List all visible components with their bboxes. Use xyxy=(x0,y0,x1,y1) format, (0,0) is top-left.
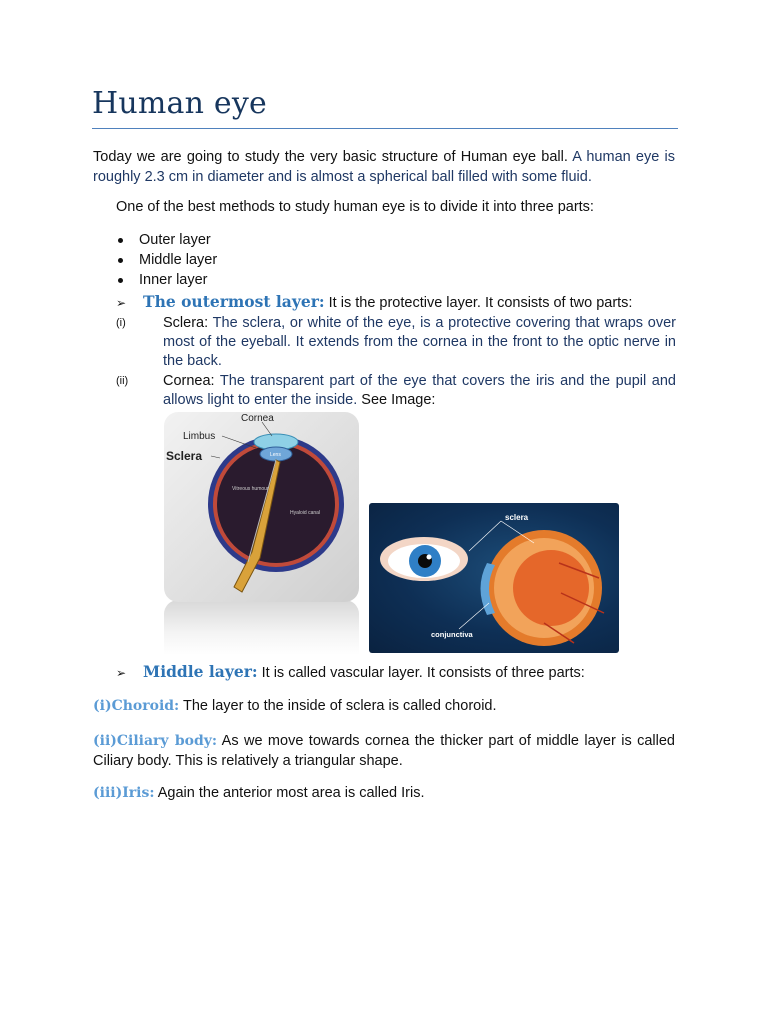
figure-label-vitreous: Vitreous humour xyxy=(232,486,269,492)
see-image-text: See Image: xyxy=(361,392,436,408)
cornea-desc: The transparent part of the eye that covers the iris and the pupil and allows light to enter the inside. xyxy=(163,373,676,408)
iris-desc: Again the anterior most area is called Iris. xyxy=(157,785,425,801)
outermost-layer-row xyxy=(116,292,632,313)
cornea-description xyxy=(163,372,676,410)
eye-anatomy-illustration xyxy=(369,503,619,653)
arrow-bullet-icon: ➢ xyxy=(116,666,127,680)
ciliary-body-paragraph xyxy=(93,731,675,771)
roman-numeral: (ii) xyxy=(116,375,129,387)
sclera-desc: The sclera, or white of the eye, is a protective covering that wraps over most of the eyeball. It extends from the cornea in the front to the optic nerve in the back. xyxy=(163,315,676,369)
parts-list xyxy=(116,230,217,290)
figure-reflection xyxy=(164,600,359,655)
middle-layer-row xyxy=(116,662,585,683)
intro-paragraph xyxy=(93,147,675,187)
figure-label-cornea: Cornea xyxy=(241,413,274,424)
middle-heading: Middle layer: xyxy=(143,662,258,681)
arrow-bullet-icon: ➢ xyxy=(116,296,127,310)
roman-numeral: (i) xyxy=(116,317,126,329)
eye-anatomy-image xyxy=(369,503,619,653)
ciliary-body-term: (ii)Ciliary body: xyxy=(93,733,218,749)
cornea-item xyxy=(116,372,676,410)
figure-label-conjunctiva: conjunctiva xyxy=(431,630,473,639)
iris-term: (iii)Iris: xyxy=(93,785,155,801)
sclera-term: Sclera: xyxy=(163,315,209,331)
list-item: Middle layer xyxy=(116,250,217,270)
outermost-text: It is the protective layer. It consists of two parts: xyxy=(328,295,633,311)
eye-cross-section-image xyxy=(164,412,359,602)
figure-label-sclera: sclera xyxy=(505,513,529,522)
title-divider xyxy=(92,128,678,129)
list-item: Outer layer xyxy=(116,230,217,250)
outermost-heading: The outermost layer: xyxy=(143,292,325,311)
sclera-description xyxy=(163,314,676,371)
figure-label-hyaloid: Hyaloid canal xyxy=(290,510,321,516)
figure-label-limbus: Limbus xyxy=(183,431,216,442)
methods-text: One of the best methods to study human eye is to divide it into three parts: xyxy=(116,199,594,215)
choroid-term: (i)Choroid: xyxy=(93,698,180,714)
choroid-paragraph xyxy=(93,696,675,716)
intro-text-2: A human eye is roughly 2.3 cm in diameter and is almost a spherical ball filled with some fluid. xyxy=(93,149,675,185)
cornea-term: Cornea: xyxy=(163,373,215,389)
page-title: Human eye xyxy=(92,86,267,121)
list-item: Inner layer xyxy=(116,270,217,290)
figure-label-sclera: Sclera xyxy=(166,449,203,463)
iris-paragraph xyxy=(93,783,675,803)
intro-text-1: Today we are going to study the very basic structure of Human eye ball. xyxy=(93,149,568,165)
ciliary-body-desc: As we move towards cornea the thicker part of middle layer is called Ciliary body. This is relatively a triangular shape. xyxy=(93,733,675,769)
sclera-item xyxy=(116,314,676,371)
middle-text: It is called vascular layer. It consists of three parts: xyxy=(261,665,585,681)
eye-cross-section-diagram xyxy=(164,412,359,602)
figure-label-lens: Lens xyxy=(270,452,281,458)
choroid-desc: The layer to the inside of sclera is called choroid. xyxy=(183,698,497,714)
